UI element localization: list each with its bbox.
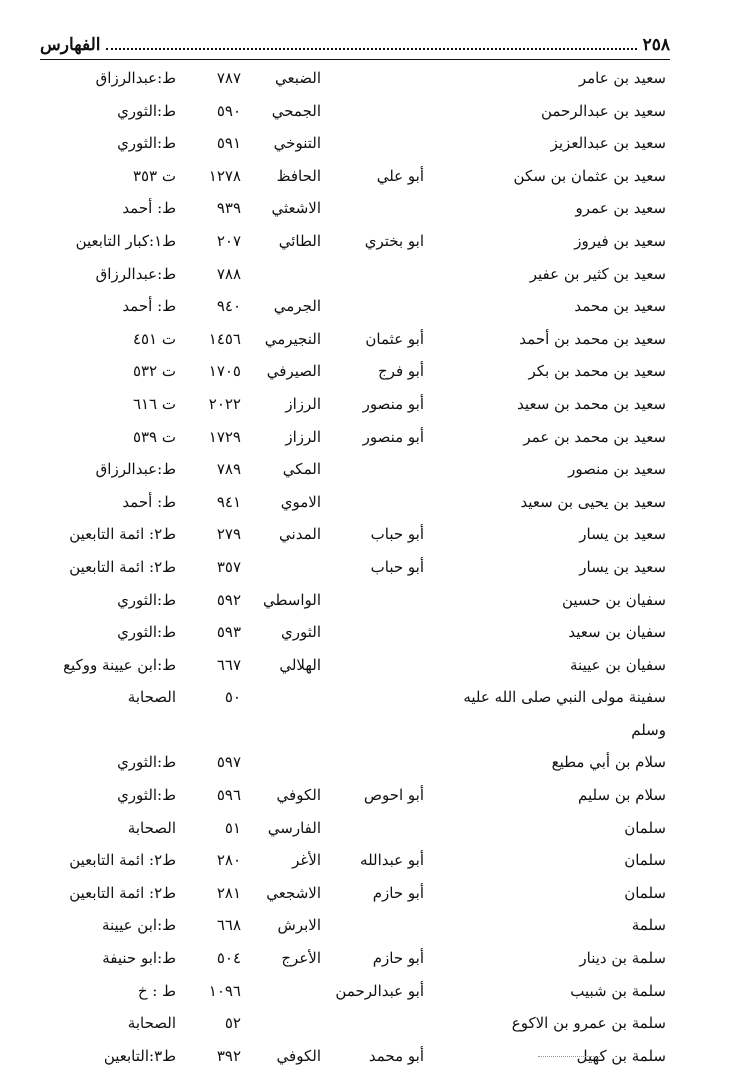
- entry-kunya: أبو حازم: [372, 949, 424, 968]
- entry-nisba: الاشجعي: [266, 883, 321, 902]
- entry-name: سلام بن أبي مطيع: [551, 753, 666, 772]
- entry-reference: ط : خ: [137, 981, 176, 1000]
- entry-name: سعيد بن يحيى بن سعيد: [520, 492, 666, 511]
- entry-nisba: الصيرفي: [266, 362, 321, 381]
- entry-name: سعيد بن منصور: [568, 460, 666, 479]
- entry-reference: ط:ابو حنيفة: [102, 949, 176, 968]
- index-row: [0, 649, 746, 682]
- entry-number: ٦٦٨: [216, 916, 241, 935]
- entry-name: سلمة بن شبيب: [570, 981, 666, 1000]
- footer-rule: [538, 1056, 600, 1057]
- entry-kunya: أبو عثمان: [365, 329, 424, 348]
- index-row: [0, 746, 746, 779]
- entry-number: ٩٤٠: [216, 297, 241, 316]
- header-dot-leader: [106, 48, 636, 50]
- entry-name: سلام بن سليم: [578, 786, 666, 805]
- entry-nisba: الطائي: [278, 231, 321, 250]
- entry-reference: ط:ابن عيينة: [101, 916, 176, 935]
- entry-number: ٥٩٦: [216, 786, 241, 805]
- entry-name: سفيان بن سعيد: [568, 623, 666, 642]
- entry-kunya: أبو عبدالرحمن: [335, 981, 424, 1000]
- entry-reference: ط:عبدالرزاق: [95, 460, 176, 479]
- entry-reference: ط:الثوري: [117, 134, 176, 153]
- index-row: [0, 486, 746, 519]
- entry-reference: ط٢: ائمة التابعين: [69, 525, 176, 544]
- page-number: ٢٥٨: [642, 35, 670, 55]
- index-row: [0, 975, 746, 1008]
- entry-reference: ط: أحمد: [122, 492, 176, 511]
- entry-kunya: أبو فرج: [378, 362, 424, 381]
- entry-number: ٢٨٠: [216, 851, 241, 870]
- entry-kunya: أبو عبدالله: [360, 851, 424, 870]
- index-row: [0, 616, 746, 649]
- entry-nisba: الجمحي: [271, 101, 321, 120]
- entry-name: سلمة بن دينار: [579, 949, 666, 968]
- entry-kunya: أبو حازم: [372, 883, 424, 902]
- index-row: [0, 518, 746, 551]
- page-header: [40, 30, 670, 60]
- entry-nisba: الاموي: [280, 492, 321, 511]
- entry-number: ٦٦٧: [216, 655, 241, 674]
- entry-name: سعيد بن محمد بن عمر: [523, 427, 666, 446]
- entry-number: ٧٨٨: [216, 264, 241, 283]
- index-row: [0, 812, 746, 845]
- entry-reference: الصحابة: [127, 688, 176, 707]
- index-row: [0, 453, 746, 486]
- entry-reference: ط:الثوري: [117, 786, 176, 805]
- entry-name: سعيد بن عبدالرحمن: [540, 101, 666, 120]
- entry-nisba: الحافظ: [276, 166, 321, 185]
- entry-name: سعيد بن فيروز: [574, 231, 666, 250]
- entry-name: سلمان: [624, 818, 666, 837]
- index-row: [0, 1040, 746, 1073]
- entry-name: سعيد بن عمرو: [575, 199, 666, 218]
- index-row: [0, 62, 746, 95]
- entry-kunya: أبو حباب: [370, 525, 424, 544]
- index-row: [0, 942, 746, 975]
- entry-name: سعيد بن محمد بن بكر: [528, 362, 666, 381]
- entry-reference: ط٢: ائمة التابعين: [69, 883, 176, 902]
- entry-reference: ط١:كبار التابعين: [75, 231, 176, 250]
- entry-reference: ط:الثوري: [117, 590, 176, 609]
- entry-kunya: أبو محمد: [368, 1046, 424, 1065]
- index-row: [0, 551, 746, 584]
- entry-number: ٩٣٩: [216, 199, 241, 218]
- entry-nisba: الهلالي: [279, 655, 321, 674]
- entry-reference: ت ٣٥٣: [132, 166, 176, 185]
- entry-reference: ط:عبدالرزاق: [95, 264, 176, 283]
- entry-reference: ت ٦١٦: [132, 394, 176, 413]
- entry-number: ١٧٢٩: [208, 427, 241, 446]
- entry-kunya: أبو منصور: [362, 394, 424, 413]
- entry-nisba: الأعرج: [281, 949, 321, 968]
- index-row: [0, 714, 746, 747]
- entry-reference: ت ٥٣٩: [132, 427, 176, 446]
- entry-nisba: الأغر: [292, 851, 321, 870]
- entry-number: ٥٠: [224, 688, 241, 707]
- entry-number: ١٠٩٦: [208, 981, 241, 1000]
- index-row: [0, 779, 746, 812]
- entry-name: وسلم: [631, 720, 666, 739]
- entry-reference: ط: أحمد: [122, 199, 176, 218]
- entry-kunya: أبو حباب: [370, 557, 424, 576]
- entry-number: ٥٩٧: [216, 753, 241, 772]
- entry-nisba: الثوري: [281, 623, 321, 642]
- index-row: [0, 355, 746, 388]
- entry-name: سعيد بن محمد: [574, 297, 666, 316]
- entry-reference: ط٢: ائمة التابعين: [69, 851, 176, 870]
- index-row: [0, 681, 746, 714]
- entry-reference: الصحابة: [127, 818, 176, 837]
- entry-name: سعيد بن يسار: [579, 557, 666, 576]
- entry-nisba: المدني: [279, 525, 321, 544]
- entry-number: ٣٥٧: [216, 557, 241, 576]
- index-row: [0, 225, 746, 258]
- entry-number: ١٢٧٨: [208, 166, 241, 185]
- index-row: [0, 290, 746, 323]
- index-row: [0, 258, 746, 291]
- entry-name: سعيد بن محمد بن سعيد: [517, 394, 666, 413]
- entry-reference: ط:ابن عيينة ووكيع: [63, 655, 176, 674]
- index-row: [0, 1007, 746, 1040]
- entry-nisba: الرزاز: [285, 394, 321, 413]
- entry-nisba: الكوفي: [276, 786, 321, 805]
- entry-nisba: المكي: [282, 460, 321, 479]
- index-row: [0, 584, 746, 617]
- entry-nisba: الابرش: [277, 916, 321, 935]
- index-row: [0, 127, 746, 160]
- entry-reference: الصحابة: [127, 1014, 176, 1033]
- header-rule: [40, 59, 670, 60]
- entry-reference: ت ٥٣٢: [132, 362, 176, 381]
- entry-name: سعيد بن يسار: [579, 525, 666, 544]
- entry-nisba: التنوخي: [273, 134, 321, 153]
- entry-reference: ط٢: ائمة التابعين: [69, 557, 176, 576]
- entry-name: سلمان: [624, 851, 666, 870]
- index-entries: [0, 62, 746, 1072]
- index-row: [0, 909, 746, 942]
- entry-name: سعيد بن عبدالعزيز: [550, 134, 666, 153]
- entry-name: سعيد بن كثير بن عفير: [529, 264, 666, 283]
- entry-nisba: الجرمي: [273, 297, 321, 316]
- index-row: [0, 877, 746, 910]
- entry-nisba: الرزاز: [285, 427, 321, 446]
- entry-reference: ط:الثوري: [117, 101, 176, 120]
- section-title: الفهارس: [40, 35, 101, 55]
- index-row: [0, 421, 746, 454]
- entry-nisba: الفارسي: [267, 818, 321, 837]
- entry-name: سعيد بن عثمان بن سكن: [513, 166, 666, 185]
- entry-number: ٥٩٢: [216, 590, 241, 609]
- entry-name: سلمة بن كهيل: [576, 1046, 666, 1065]
- entry-number: ٧٨٧: [216, 69, 241, 87]
- entry-name: سعيد بن محمد بن أحمد: [519, 329, 666, 348]
- entry-kunya: أبو منصور: [362, 427, 424, 446]
- entry-reference: ط: أحمد: [122, 297, 176, 316]
- entry-number: ٢٨١: [216, 883, 241, 902]
- entry-number: ٧٨٩: [216, 460, 241, 479]
- entry-number: ٩٤١: [216, 492, 241, 511]
- entry-name: سفينة مولى النبي صلى الله عليه: [463, 688, 666, 707]
- index-row: [0, 160, 746, 193]
- entry-number: ١٧٠٥: [208, 362, 241, 381]
- index-row: [0, 95, 746, 128]
- entry-name: سلمة بن عمرو بن الاكوع: [511, 1014, 666, 1033]
- entry-kunya: ابو بختري: [364, 231, 424, 250]
- entry-kunya: أبو علي: [376, 166, 424, 185]
- entry-name: سلمان: [624, 883, 666, 902]
- entry-name: سفيان بن عيينة: [570, 655, 666, 674]
- entry-number: ٥٠٤: [216, 949, 241, 968]
- entry-nisba: الكوفي: [276, 1046, 321, 1065]
- entry-nisba: النجيرمي: [264, 329, 321, 348]
- entry-name: سلمة: [631, 916, 666, 935]
- entry-number: ١٤٥٦: [208, 329, 241, 348]
- entry-reference: ط٣:التابعين: [103, 1046, 176, 1065]
- entry-number: ٢٠٢٢: [208, 394, 241, 413]
- index-row: [0, 323, 746, 356]
- entry-number: ٣٩٢: [216, 1046, 241, 1065]
- entry-number: ٥٢: [224, 1014, 241, 1033]
- index-row: [0, 388, 746, 421]
- entry-number: ٥٩١: [216, 134, 241, 153]
- entry-number: ٢٧٩: [216, 525, 241, 544]
- entry-reference: ط:عبدالرزاق: [95, 69, 176, 87]
- entry-number: ٥٩٣: [216, 623, 241, 642]
- index-row: [0, 192, 746, 225]
- entry-number: ٥٩٠: [216, 101, 241, 120]
- entry-name: سفيان بن حسين: [562, 590, 666, 609]
- entry-reference: ط:الثوري: [117, 753, 176, 772]
- entry-number: ٥١: [224, 818, 241, 837]
- entry-reference: ت ٤٥١: [132, 329, 176, 348]
- entry-reference: ط:الثوري: [117, 623, 176, 642]
- entry-number: ٢٠٧: [216, 231, 241, 250]
- entry-nisba: الضبعي: [274, 69, 321, 87]
- index-row: [0, 844, 746, 877]
- entry-nisba: الاشعثي: [271, 199, 321, 218]
- entry-nisba: الواسطي: [262, 590, 321, 609]
- entry-name: سعيد بن عامر: [578, 69, 666, 87]
- entry-kunya: أبو احوص: [363, 786, 424, 805]
